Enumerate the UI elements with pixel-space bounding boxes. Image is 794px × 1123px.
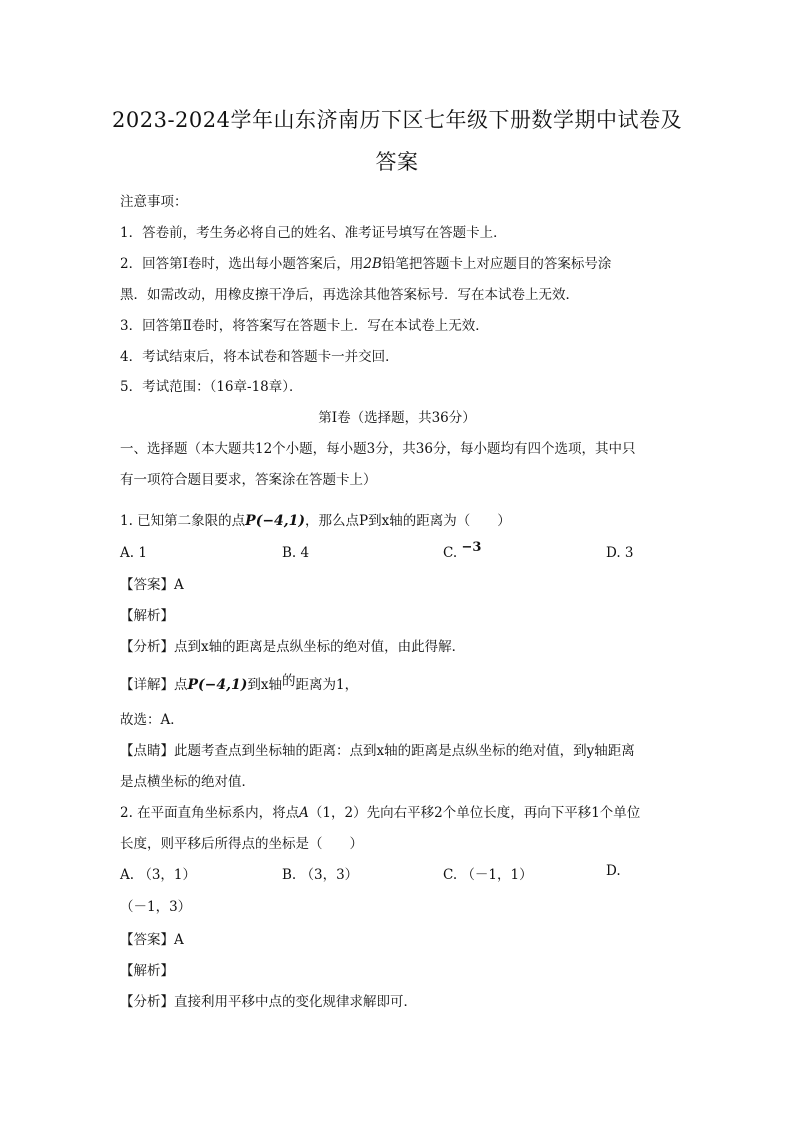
option-2b: B. （3，3） <box>282 867 359 883</box>
xiangjie-part-a: 【详解】点 <box>120 677 188 693</box>
note-5: 5．考试范围：（16章-18章）． <box>120 379 303 395</box>
option-1c-label: C. <box>443 545 458 561</box>
section-intro-line-2: 有一项符合题目要求，答案涂在答题卡上） <box>120 472 377 488</box>
note-4: 4．考试结束后，将本试卷和答题卡一并交回． <box>120 349 399 365</box>
analysis-1-tag: 【解析】 <box>120 608 174 624</box>
analysis-1-xiangjie <box>120 673 358 693</box>
notes-heading: 注意事项： <box>120 194 188 210</box>
answer-1: 【答案】A <box>120 577 184 593</box>
xiangjie-part-b: 到x轴 <box>247 677 282 693</box>
option-1b: B. 4 <box>282 545 310 561</box>
analysis-2-tag: 【解析】 <box>120 963 174 979</box>
conclusion-1: 故选：A． <box>120 712 184 728</box>
option-2d: D. <box>606 863 621 879</box>
question-2-stem-line-1 <box>120 801 640 821</box>
option-2d-value: （－1，3） <box>120 899 192 915</box>
note-1: 1．答卷前，考生务必将自己的姓名、准考证号填写在答题卡上． <box>120 225 507 241</box>
page-title-line-2: 答案 <box>375 150 419 174</box>
question-1-stem-part-a: 1. 已知第二象限的点 <box>120 513 246 529</box>
option-1c-value: −3 <box>461 540 482 555</box>
note-2-continued: 黑．如需改动，用橡皮擦干净后，再选涂其他答案标号．写在本试卷上无效． <box>120 287 579 303</box>
answer-2: 【答案】A <box>120 932 184 948</box>
question-2-stem-part-a: 2. 在平面直角坐标系内，将点 <box>120 805 300 821</box>
dianjing-1-line-2: 是点横坐标的绝对值． <box>120 774 255 790</box>
xiangjie-part-c: 距离为1， <box>295 677 359 693</box>
pencil-type: 2B <box>363 256 382 272</box>
dianjing-1-line-1: 【点睛】此题考查点到坐标轴的距离：点到x轴的距离是点纵坐标的绝对值，到y轴距离 <box>120 743 635 759</box>
question-2-stem-line-2: 长度，则平移后所得点的坐标是（ ） <box>120 836 363 852</box>
option-1a: A. 1 <box>120 545 147 561</box>
point-a: A <box>299 805 309 821</box>
section-heading: 第Ⅰ卷（选择题，共36分） <box>318 410 476 426</box>
analysis-1-fenxi: 【分析】点到x轴的距离是点纵坐标的绝对值，由此得解． <box>120 639 466 655</box>
point-p: P(−4,1) <box>245 513 306 529</box>
option-1d: D. 3 <box>606 545 634 561</box>
note-2-part-b: 铅笔把答题卡上对应题目的答案标号涂 <box>381 256 612 272</box>
point-p-detail: P(−4,1) <box>187 677 248 693</box>
analysis-2-fenxi: 【分析】直接利用平移中点的变化规律求解即可． <box>120 994 417 1010</box>
section-intro-line-1: 一、选择题（本大题共12个小题，每小题3分，共36分，每小题均有四个选项，其中只 <box>120 441 636 457</box>
page-title-line-1: 2023-2024学年山东济南历下区七年级下册数学期中试卷及 <box>112 108 682 132</box>
option-2c: C. （－1，1） <box>443 867 533 883</box>
question-1-stem-part-b: ，那么点P到x轴的距离为（ ） <box>305 513 511 529</box>
question-2-stem-part-b: （1，2）先向右平移2个单位长度，再向下平移1个单位 <box>308 805 641 821</box>
option-2a: A. （3，1） <box>120 867 197 883</box>
question-1-stem <box>120 509 511 529</box>
note-3: 3．回答第Ⅱ卷时，将答案写在答题卡上．写在本试卷上无效． <box>120 318 489 334</box>
note-2 <box>120 252 611 272</box>
option-1c <box>443 540 482 561</box>
note-2-part-a: 2．回答第Ⅰ卷时，选出每小题答案后，用 <box>120 256 364 272</box>
xiangjie-de: 的 <box>282 673 296 689</box>
